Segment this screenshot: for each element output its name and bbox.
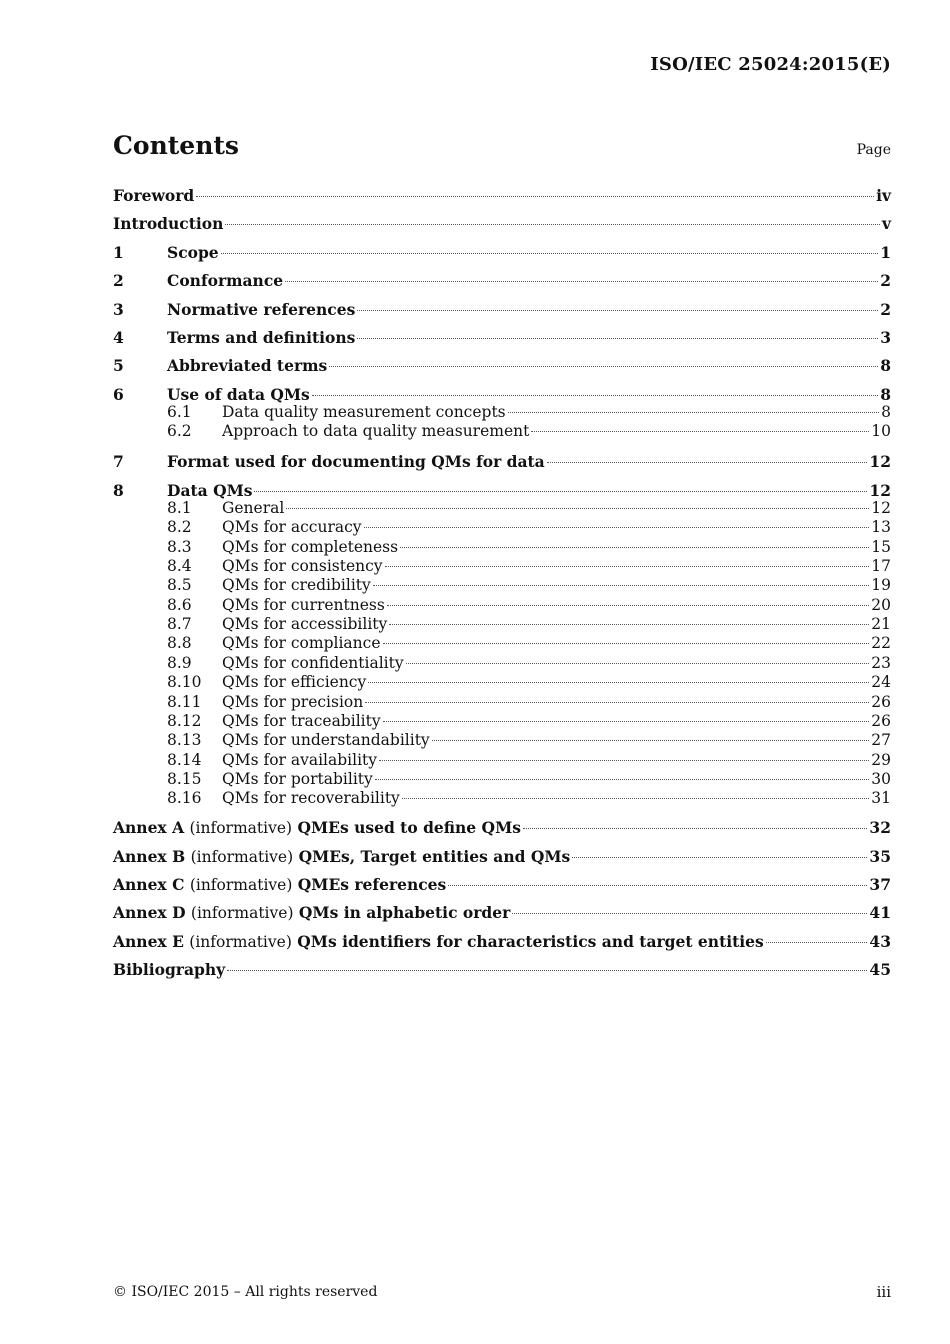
toc-entry-subclause[interactable] bbox=[113, 693, 891, 712]
page-column-label: Page bbox=[856, 142, 891, 158]
dot-leader bbox=[312, 395, 878, 396]
toc-entry-title: QMs for efficiency bbox=[222, 673, 367, 692]
subclause-number: 8.8 bbox=[167, 634, 192, 653]
toc-entry-title: QMs for accessibility bbox=[222, 615, 388, 634]
toc-entry-page: 45 bbox=[869, 960, 891, 980]
toc-entry-clause[interactable] bbox=[113, 299, 891, 327]
subclause-number: 8.7 bbox=[167, 615, 192, 634]
toc-entry-title: QMs for traceability bbox=[222, 711, 381, 730]
toc-entry-clause[interactable] bbox=[113, 242, 891, 270]
toc-entry-clause[interactable] bbox=[113, 451, 891, 479]
toc-entry-page: 30 bbox=[871, 769, 891, 788]
toc-entry-page: 8 bbox=[880, 384, 891, 404]
toc-entry-title: Use of data QMs bbox=[167, 384, 310, 404]
subclause-number: 8.14 bbox=[167, 750, 202, 769]
toc-entry-subclause[interactable] bbox=[113, 673, 891, 692]
toc-entry-subclause[interactable] bbox=[113, 596, 891, 615]
toc-entry-page: 19 bbox=[871, 576, 891, 595]
toc-entry-title: Foreword bbox=[113, 186, 195, 205]
annex-label: Annex A bbox=[113, 818, 185, 838]
dot-leader bbox=[400, 547, 869, 548]
clause-number: 2 bbox=[113, 271, 124, 291]
toc-entry-title: QMs for recoverability bbox=[222, 789, 400, 808]
clause-number: 5 bbox=[113, 356, 124, 376]
toc-entry-title: QMs for credibility bbox=[222, 576, 371, 595]
toc-entry-page: 13 bbox=[871, 518, 891, 537]
dot-leader bbox=[531, 431, 869, 432]
toc-entry-page: 2 bbox=[880, 271, 891, 291]
toc-entry-subclause[interactable] bbox=[113, 499, 891, 518]
clause-number: 4 bbox=[113, 327, 124, 347]
toc-entry-title: Normative references bbox=[167, 299, 356, 319]
toc-entry-title: Data QMs bbox=[167, 480, 253, 500]
toc-entry-title: QMs for confidentiality bbox=[222, 653, 404, 672]
toc-entry-subclause[interactable] bbox=[113, 751, 891, 770]
toc-entry-title: QMs for compliance bbox=[222, 634, 381, 653]
toc-entry-page: 20 bbox=[871, 595, 891, 614]
toc-entry-page: 2 bbox=[880, 299, 891, 319]
toc-entry-title: Data quality measurement concepts bbox=[222, 403, 506, 422]
dot-leader bbox=[512, 913, 867, 914]
toc-entry-annex[interactable] bbox=[113, 931, 891, 959]
dot-leader bbox=[285, 281, 878, 282]
toc-entry-title: General bbox=[222, 499, 285, 518]
subclause-number: 8.12 bbox=[167, 711, 202, 730]
dot-leader bbox=[523, 828, 867, 829]
dot-leader bbox=[383, 721, 870, 722]
annex-label: Annex C bbox=[113, 875, 185, 894]
subclause-number: 8.9 bbox=[167, 653, 192, 672]
toc-entry-bibliography[interactable] bbox=[113, 959, 891, 987]
dot-leader bbox=[364, 527, 870, 528]
toc-entry-title: QMEs, Target entities and QMs bbox=[298, 846, 571, 866]
dot-leader bbox=[387, 605, 869, 606]
toc-entry-title: QMs for availability bbox=[222, 750, 378, 769]
dot-leader bbox=[286, 508, 869, 509]
dot-leader bbox=[221, 253, 879, 254]
dot-leader bbox=[406, 663, 870, 664]
toc-entry-title: Bibliography bbox=[113, 960, 226, 980]
toc-entry-page: v bbox=[881, 214, 891, 234]
dot-leader bbox=[373, 585, 869, 586]
toc-entry-subclause[interactable] bbox=[113, 731, 891, 750]
toc-entry-clause[interactable] bbox=[113, 480, 891, 499]
subclause-number: 6.1 bbox=[167, 403, 192, 422]
dot-leader bbox=[448, 885, 867, 886]
toc-entry-subclause[interactable] bbox=[113, 770, 891, 789]
dot-leader bbox=[547, 462, 868, 463]
dot-leader bbox=[766, 942, 868, 943]
annex-type: (informative) bbox=[189, 876, 293, 894]
toc-entry-title: QMs for understandability bbox=[222, 731, 430, 750]
toc-entry-page: 24 bbox=[871, 673, 891, 692]
toc-entry-subclause[interactable] bbox=[113, 538, 891, 557]
table-of-contents bbox=[113, 185, 891, 988]
toc-entry-page: 43 bbox=[869, 931, 891, 951]
dot-leader bbox=[254, 491, 867, 492]
toc-entry-annex[interactable] bbox=[113, 817, 891, 845]
subclause-number: 8.16 bbox=[167, 789, 202, 808]
toc-entry-title: QMs for currentness bbox=[222, 595, 385, 614]
toc-entry-title: Terms and definitions bbox=[167, 327, 356, 347]
toc-entry-annex[interactable] bbox=[113, 902, 891, 930]
dot-leader bbox=[225, 224, 880, 225]
annex-type: (informative) bbox=[189, 932, 292, 951]
toc-entry-clause[interactable] bbox=[113, 384, 891, 403]
subclause-number: 6.2 bbox=[167, 422, 192, 441]
subclause-number: 8.3 bbox=[167, 537, 192, 556]
toc-entry-page: 15 bbox=[871, 537, 891, 556]
subclause-number: 8.11 bbox=[167, 692, 202, 711]
dot-leader bbox=[368, 682, 869, 683]
subclause-number: 8.13 bbox=[167, 731, 202, 750]
toc-entry-page: 12 bbox=[871, 499, 891, 518]
toc-entry-title: QMs identifiers for characteristics and target entities bbox=[297, 931, 764, 951]
dot-leader bbox=[402, 798, 869, 799]
toc-entry-page: 27 bbox=[871, 731, 891, 750]
dot-leader bbox=[196, 196, 874, 197]
toc-entry-clause[interactable] bbox=[113, 270, 891, 298]
toc-entry-title: QMs in alphabetic order bbox=[298, 903, 511, 923]
clause-number: 3 bbox=[113, 299, 124, 319]
toc-entry-page: 26 bbox=[871, 692, 891, 711]
toc-entry-page: 17 bbox=[871, 557, 891, 576]
toc-entry-subclause[interactable] bbox=[113, 712, 891, 731]
toc-entry-page: 31 bbox=[871, 789, 891, 808]
toc-entry-title: QMs for consistency bbox=[222, 557, 383, 576]
toc-entry-title: QMs for portability bbox=[222, 769, 373, 788]
toc-entry-page: 21 bbox=[871, 615, 891, 634]
toc-entry-title: QMs for completeness bbox=[222, 537, 399, 556]
toc-entry-clause[interactable] bbox=[113, 327, 891, 355]
toc-entry-subclause[interactable] bbox=[113, 403, 891, 422]
subclause-number: 8.2 bbox=[167, 518, 192, 537]
clause-number: 6 bbox=[113, 384, 124, 404]
dot-leader bbox=[385, 566, 870, 567]
annex-label: Annex B bbox=[113, 846, 186, 866]
toc-entry-page: 8 bbox=[881, 403, 891, 422]
toc-entry-title: QMs for precision bbox=[222, 692, 364, 711]
subclause-number: 8.1 bbox=[167, 499, 192, 518]
dot-leader bbox=[227, 970, 867, 971]
toc-entry-page: 22 bbox=[871, 634, 891, 653]
annex-label: Annex D bbox=[113, 903, 186, 923]
toc-entry-annex[interactable] bbox=[113, 874, 891, 902]
annex-type: (informative) bbox=[190, 904, 294, 923]
subclause-number: 8.10 bbox=[167, 673, 202, 692]
toc-entry-title: Abbreviated terms bbox=[167, 356, 328, 376]
toc-entry-title: QMEs used to define QMs bbox=[297, 818, 521, 838]
dot-leader bbox=[357, 310, 878, 311]
footer-page-number: iii bbox=[876, 1283, 891, 1301]
dot-leader bbox=[329, 366, 878, 367]
toc-entry-subclause[interactable] bbox=[113, 557, 891, 576]
annex-type: (informative) bbox=[190, 847, 294, 866]
dot-leader bbox=[379, 760, 869, 761]
toc-entry-page: 29 bbox=[871, 750, 891, 769]
toc-entry-page: 12 bbox=[869, 452, 891, 472]
annex-label: Annex E bbox=[113, 931, 184, 951]
toc-entry-subclause[interactable] bbox=[113, 615, 891, 634]
toc-entry-subclause[interactable] bbox=[113, 634, 891, 653]
toc-entry-title: QMEs references bbox=[297, 875, 447, 894]
toc-entry-page: 8 bbox=[880, 356, 891, 376]
toc-entry-annex[interactable] bbox=[113, 846, 891, 874]
toc-entry-page: 1 bbox=[880, 242, 891, 262]
toc-entry-page: iv bbox=[876, 186, 891, 205]
dot-leader bbox=[432, 740, 870, 741]
page-title: Contents bbox=[113, 131, 240, 160]
toc-entry-page: 26 bbox=[871, 711, 891, 730]
toc-entry-title: Scope bbox=[167, 242, 219, 262]
clause-number: 8 bbox=[113, 480, 124, 500]
subclause-number: 8.5 bbox=[167, 576, 192, 595]
toc-entry-page: 12 bbox=[869, 480, 891, 500]
dot-leader bbox=[375, 779, 869, 780]
dot-leader bbox=[383, 643, 870, 644]
toc-entry-subclause[interactable] bbox=[113, 518, 891, 537]
toc-entry-subclause[interactable] bbox=[113, 576, 891, 595]
dot-leader bbox=[357, 338, 878, 339]
toc-entry-title: Approach to data quality measurement bbox=[222, 422, 530, 441]
toc-entry-page: 23 bbox=[871, 653, 891, 672]
toc-entry-foreword[interactable] bbox=[113, 185, 891, 213]
toc-entry-page: 37 bbox=[869, 875, 891, 894]
subclause-number: 8.15 bbox=[167, 769, 202, 788]
toc-entry-page: 35 bbox=[869, 846, 891, 866]
clause-number: 1 bbox=[113, 242, 124, 262]
subclause-number: 8.4 bbox=[167, 557, 192, 576]
toc-entry-page: 32 bbox=[869, 818, 891, 838]
dot-leader bbox=[365, 702, 869, 703]
toc-entry-subclause[interactable] bbox=[113, 789, 891, 817]
subclause-number: 8.6 bbox=[167, 595, 192, 614]
dot-leader bbox=[572, 857, 867, 858]
annex-type: (informative) bbox=[189, 819, 293, 838]
dot-leader bbox=[389, 624, 869, 625]
toc-entry-title: Conformance bbox=[167, 271, 284, 291]
toc-entry-title: QMs for accuracy bbox=[222, 518, 362, 537]
toc-entry-subclause[interactable] bbox=[113, 654, 891, 673]
dot-leader bbox=[508, 412, 879, 413]
document-id: ISO/IEC 25024:2015(E) bbox=[650, 54, 891, 75]
toc-entry-page: 3 bbox=[880, 327, 891, 347]
toc-entry-page: 10 bbox=[871, 422, 891, 441]
toc-entry-subclause[interactable] bbox=[113, 422, 891, 451]
clause-number: 7 bbox=[113, 452, 124, 472]
toc-entry-title: Introduction bbox=[113, 214, 224, 234]
toc-entry-title: Format used for documenting QMs for data bbox=[167, 452, 545, 472]
toc-entry-introduction[interactable] bbox=[113, 213, 891, 241]
toc-entry-page: 41 bbox=[869, 903, 891, 923]
toc-entry-clause[interactable] bbox=[113, 355, 891, 383]
footer-copyright: © ISO/IEC 2015 – All rights reserved bbox=[113, 1284, 378, 1300]
